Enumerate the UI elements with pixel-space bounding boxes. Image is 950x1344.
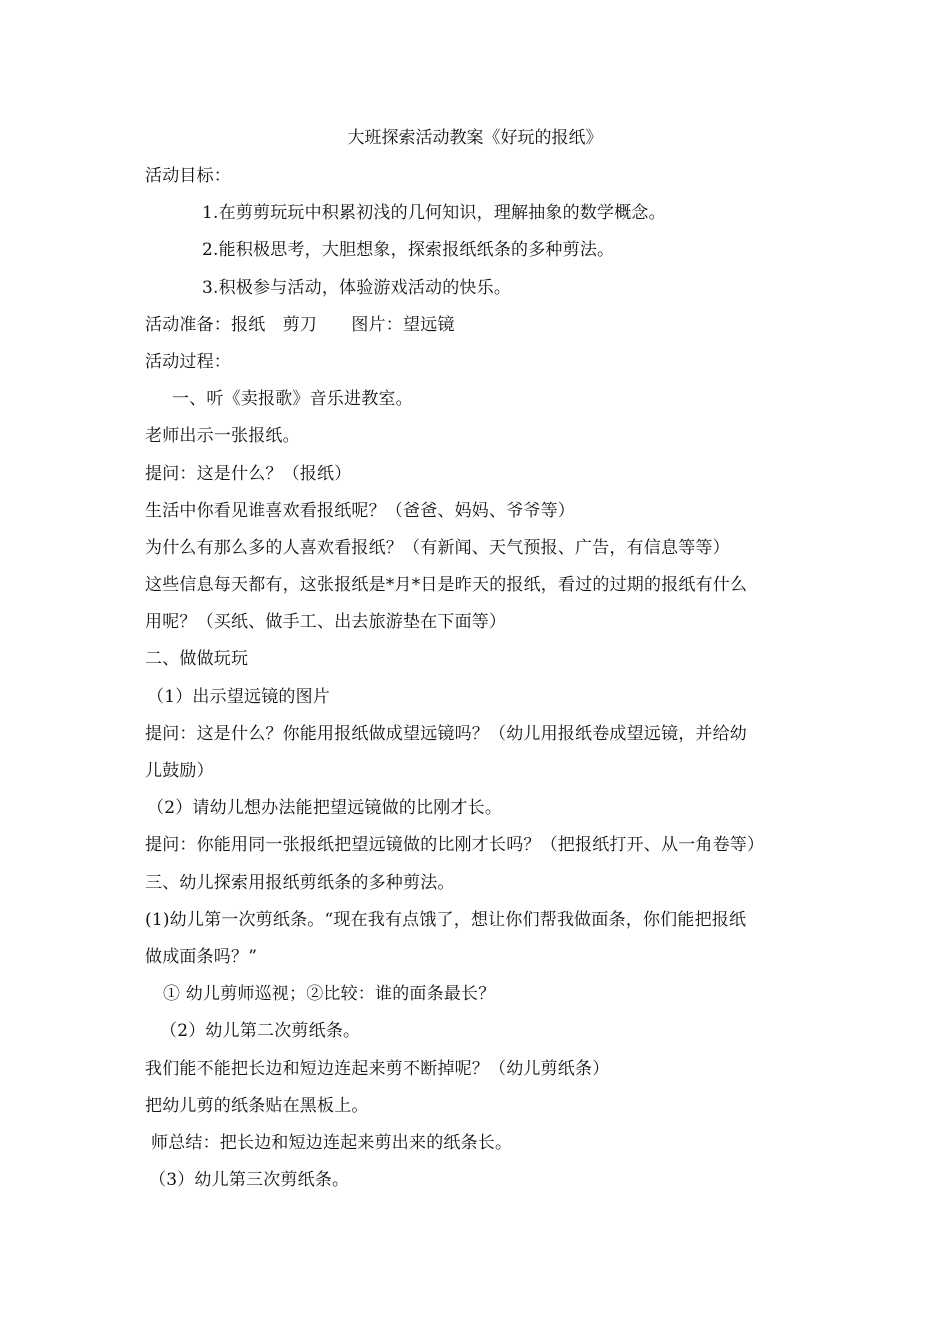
document-line: 活动目标： [145, 166, 231, 186]
document-line: 为什么有那么多的人喜欢看报纸？（有新闻、天气预报、广告，有信息等等） [145, 537, 730, 558]
document-title: 大班探索活动教案《好玩的报纸》 [347, 128, 603, 148]
document-line: （3）幼儿第三次剪纸条。 [149, 1170, 350, 1191]
document-line: 提问：这是什么？（报纸） [145, 463, 352, 484]
document-line: ① 幼儿剪师巡视；②比较：谁的面条最长？ [163, 984, 496, 1005]
document-line: 2.能积极思考，大胆想象，探索报纸纸条的多种剪法。 [202, 240, 615, 261]
document-line: 师总结：把长边和短边连起来剪出来的纸条长。 [151, 1132, 513, 1153]
document-line: 老师出示一张报纸。 [145, 426, 300, 447]
document-line: 3.积极参与活动，体验游戏活动的快乐。 [202, 277, 512, 298]
document-line: 用呢？（买纸、做手工、出去旅游垫在下面等） [145, 612, 507, 633]
document-line: 生活中你看见谁喜欢看报纸呢？（爸爸、妈妈、爷爷等） [145, 500, 575, 521]
document-line: 三、幼儿探索用报纸剪纸条的多种剪法。 [145, 872, 455, 893]
document-body [145, 158, 815, 1199]
document-line: 这些信息每天都有，这张报纸是*月*日是昨天的报纸，看过的过期的报纸有什么 [145, 575, 748, 596]
document-line: 活动准备：报纸 剪刀 图片：望远镜 [145, 314, 455, 335]
document-line: 把幼儿剪的纸条贴在黑板上。 [145, 1095, 369, 1116]
document-line: （2）请幼儿想办法能把望远镜做的比刚才长。 [147, 798, 503, 819]
document-line: 一、听《卖报歌》音乐进教室。 [172, 389, 413, 410]
document-line: 二、做做玩玩 [145, 649, 249, 670]
document-line: 提问：这是什么？你能用报纸做成望远镜吗？（幼儿用报纸卷成望远镜，并给幼 [145, 723, 747, 744]
document-line: 活动过程： [145, 351, 231, 372]
document-line: 1.在剪剪玩玩中积累初浅的几何知识，理解抽象的数学概念。 [202, 203, 666, 224]
document-line: 儿鼓励） [145, 761, 214, 781]
document-line: 提问：你能用同一张报纸把望远镜做的比刚才长吗？（把报纸打开、从一角卷等） [145, 835, 765, 856]
document-line: (1)幼儿第一次剪纸条。“现在我有点饿了，想让你们帮我做面条，你们能把报纸 [145, 909, 747, 930]
document-line: （1）出示望远镜的图片 [147, 686, 331, 707]
document-line: 我们能不能把长边和短边连起来剪不断掉呢？（幼儿剪纸条） [145, 1058, 610, 1079]
document-line: 做成面条吗？” [145, 946, 258, 967]
document-line: （2）幼儿第二次剪纸条。 [160, 1021, 361, 1042]
